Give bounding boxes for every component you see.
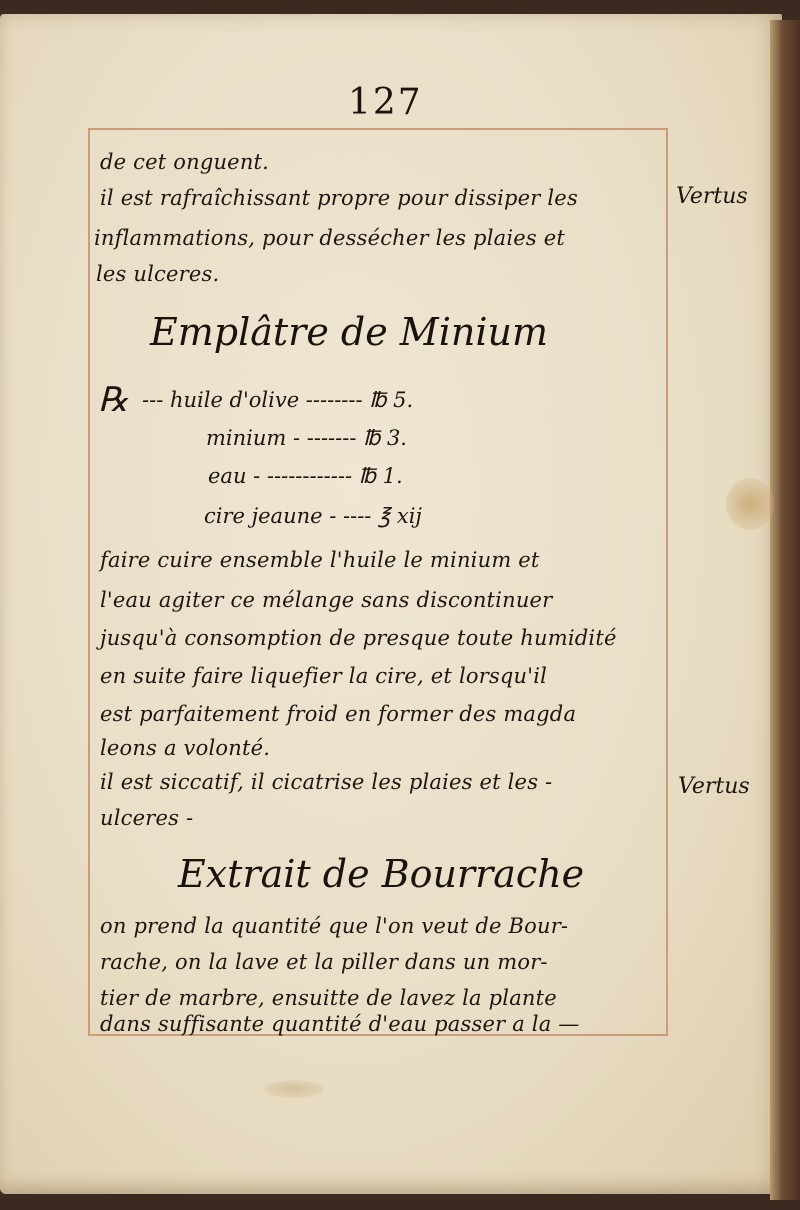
- text-line: les ulceres.: [96, 262, 220, 286]
- ingredient-line: cire jeaune - ---- ℥ xij: [204, 504, 422, 528]
- text-line: l'eau agiter ce mélange sans discontinuer: [100, 588, 553, 612]
- section-heading-emplatre: Emplâtre de Minium: [150, 310, 548, 354]
- text-line: dans suffisante quantité d'eau passer a la —: [100, 1012, 580, 1036]
- page-number: 127: [348, 82, 423, 123]
- text-line: rache, on la lave et la piller dans un mor-: [100, 950, 548, 974]
- text-line: jusqu'à consomption de presque toute humidité: [100, 626, 617, 650]
- ingredient-line: eau - ------------ ℔ 1.: [208, 464, 403, 488]
- text-line: en suite faire liquefier la cire, et lorsqu'il: [100, 664, 548, 688]
- margin-note-vertus: Vertus: [676, 184, 748, 209]
- recipe-symbol: ℞: [98, 380, 129, 420]
- paper-stain: [264, 1080, 324, 1098]
- text-line: il est rafraîchissant propre pour dissiper les: [100, 186, 578, 210]
- book-page-edge: [770, 20, 800, 1200]
- text-line: est parfaitement froid en former des magda: [100, 702, 577, 726]
- text-line: on prend la quantité que l'on veut de Bour-: [100, 914, 569, 938]
- text-line: de cet onguent.: [100, 150, 270, 174]
- text-line: ulceres -: [100, 806, 194, 830]
- paper-stain: [726, 478, 774, 530]
- section-heading-extrait: Extrait de Bourrache: [178, 852, 585, 896]
- text-line: faire cuire ensemble l'huile le minium et: [100, 548, 540, 572]
- text-line: leons a volonté.: [100, 736, 271, 760]
- ingredient-line: minium - ------- ℔ 3.: [206, 426, 407, 450]
- text-line: tier de marbre, ensuitte de lavez la plante: [100, 986, 557, 1010]
- ingredient-line: --- huile d'olive -------- ℔ 5.: [142, 388, 414, 412]
- text-line: inflammations, pour dessécher les plaies et: [94, 226, 565, 250]
- margin-note-vertus: Vertus: [678, 774, 750, 799]
- text-line: il est siccatif, il cicatrise les plaies et les -: [100, 770, 553, 794]
